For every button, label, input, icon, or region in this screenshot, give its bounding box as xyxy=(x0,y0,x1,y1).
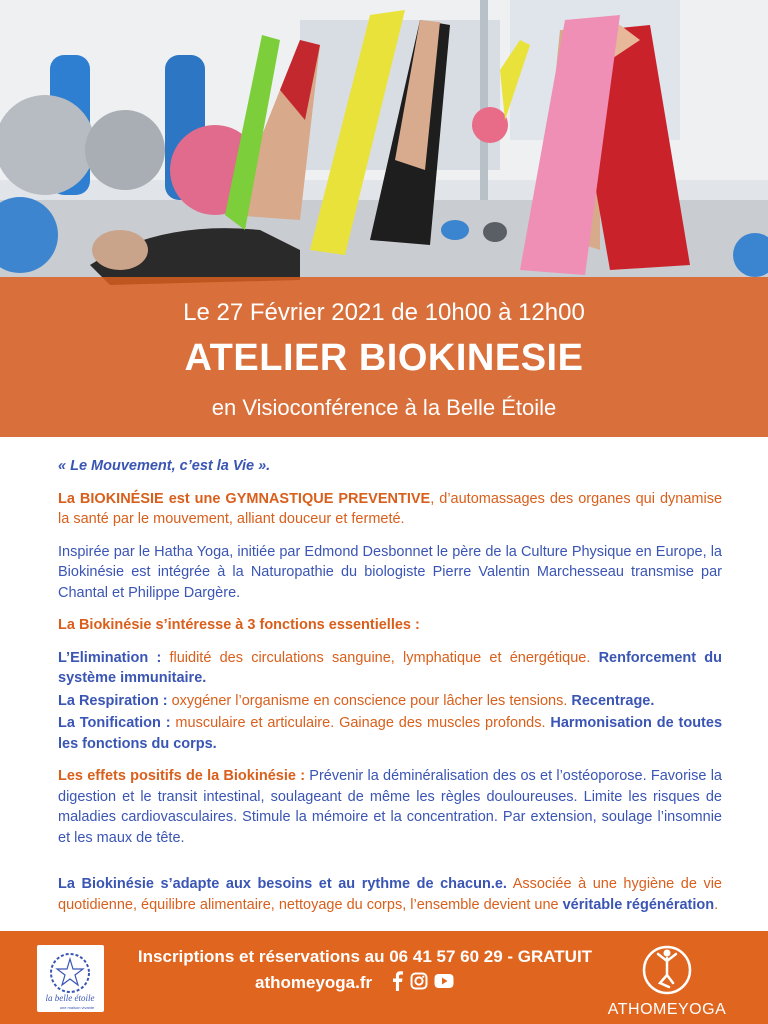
event-banner xyxy=(0,277,768,437)
function-respiration xyxy=(58,691,722,712)
athomeyoga-brand: ATHOMEYOGA xyxy=(607,1001,727,1018)
function-term: La Respiration : xyxy=(58,692,168,709)
logo-tagline: une maison vivante xyxy=(59,1005,95,1010)
adapt-paragraph xyxy=(58,874,722,915)
effects-heading: Les effets positifs de la Biokinésie : xyxy=(58,768,306,784)
website-link[interactable]: athomeyoga.fr xyxy=(255,973,373,992)
intro-bold: La BIOKINÉSIE est une GYMNASTIQUE PREVENTIVE xyxy=(58,490,431,507)
function-highlight: Recentrage. xyxy=(571,692,655,709)
adapt-text: Associée à une hygiène de vie quotidienne, équilibre alimentaire, nettoyage du corps, l’ensemble devient une xyxy=(58,876,722,913)
facebook-icon[interactable] xyxy=(390,971,404,991)
function-tonification xyxy=(58,713,722,754)
belle-etoile-logo-icon xyxy=(37,945,104,1012)
article-body xyxy=(58,456,722,927)
adapt-highlight: véritable régénération xyxy=(562,896,715,913)
functions-heading: La Biokinésie s’intéresse à 3 fonctions essentielles : xyxy=(58,617,420,633)
adapt-bold: La Biokinésie s’adapte aux besoins et au rythme de chacun.e. xyxy=(58,876,507,892)
function-term: La Tonification : xyxy=(58,715,171,731)
belle-etoile-logo xyxy=(37,945,104,1012)
quote: « Le Mouvement, c’est la Vie ». xyxy=(58,458,271,474)
function-highlight: Renforcement du système immunitaire. xyxy=(58,649,722,686)
function-text: fluidité des circulations sanguine, lymphatique et énergétique. xyxy=(161,649,599,666)
logo-text: la belle étoile xyxy=(45,993,95,1003)
adapt-end: . xyxy=(714,896,719,913)
social-icons xyxy=(390,971,454,991)
effects-paragraph xyxy=(58,766,722,848)
hero-photo xyxy=(0,0,768,437)
function-elimination xyxy=(58,648,722,689)
event-date: Le 27 Février 2021 de 10h00 à 12h00 xyxy=(183,299,585,326)
function-highlight: Harmonisation de toutes les fonctions du corps. xyxy=(58,715,723,752)
effects-text: Prévenir la déminéralisation des os et l’ostéoporose. Favorise la digestion et le transit intestinal, soulageant de même les règles douloureuses. Limite les risques de maladies cardiovasculaires. Stimule la mémoire et la concentration. Par extension, soulage l’insomnie et les maux de tête. xyxy=(58,768,722,846)
event-subtitle: en Visioconférence à la Belle Étoile xyxy=(211,395,557,420)
origin-paragraph: Inspirée par le Hatha Yoga, initiée par Edmond Desbonnet le père de la Culture Physique en Europe, la Biokinésie est intégrée à la Naturopathie du biologiste Pierre Valentin Marchesseau transmise par Chantal et Philippe Dargère. xyxy=(58,543,722,601)
contact-line: Inscriptions et réservations au 06 41 57 60 29 - GRATUIT xyxy=(137,947,593,966)
event-title: ATELIER BIOKINESIE xyxy=(184,337,584,379)
instagram-icon[interactable] xyxy=(410,972,428,990)
intro-rest: , d’automassages des organes qui dynamise la santé par le mouvement, alliant douceur et fermeté. xyxy=(58,490,723,527)
intro-paragraph xyxy=(58,489,722,530)
athomeyoga-logo-icon xyxy=(642,939,692,1001)
youtube-icon[interactable] xyxy=(434,973,454,989)
function-term: L’Elimination : xyxy=(58,649,162,666)
footer xyxy=(0,931,768,1024)
function-text: musculaire et articulaire. Gainage des muscles profonds. xyxy=(170,715,551,731)
function-text: oxygéner l’organisme en conscience pour lâcher les tensions. xyxy=(167,692,572,709)
